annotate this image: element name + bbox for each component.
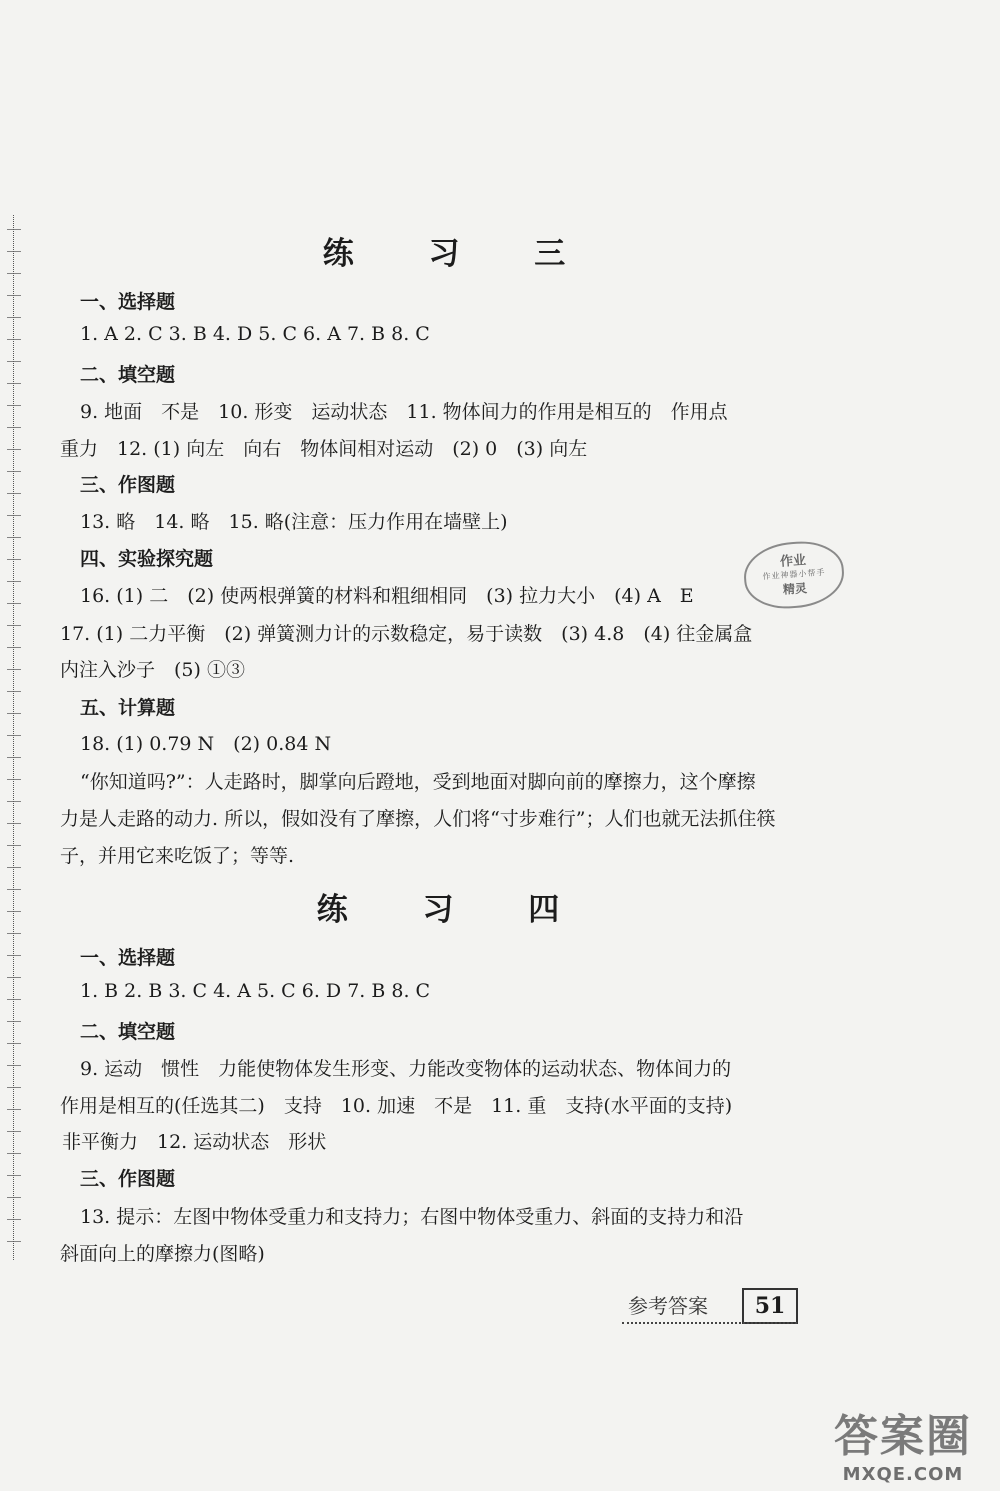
section4-fill-line2: 作用是相互的(任选其二) 支持 10. 加速 不是 11. 重 支持(水平面的支持) <box>60 1095 733 1117</box>
stamp-line3: 精灵 <box>782 581 808 597</box>
footer-label: 参考答案 <box>628 1294 708 1318</box>
section4-heading-fill: 二、填空题 <box>80 1021 176 1043</box>
section4-choice-answers: 1. B 2. B 3. C 4. A 5. C 6. D 7. B 8. C <box>80 980 431 1002</box>
section3-fill-line1: 9. 地面 不是 10. 形变 运动状态 11. 物体间力的作用是相互的 作用点 <box>80 401 728 423</box>
section3-title: 练 习 三 <box>322 236 598 272</box>
stamp-line1: 作业 <box>779 553 807 570</box>
site-watermark <box>808 1400 998 1490</box>
section4-draw-line2: 斜面向上的摩擦力(图略) <box>60 1243 265 1265</box>
section3-choice-answers: 1. A 2. C 3. B 4. D 5. C 6. A 7. B 8. C <box>80 323 430 345</box>
homework-stamp <box>742 539 846 612</box>
section3-exp-line1: 16. (1) 二 (2) 使两根弹簧的材料和粗细相同 (3) 拉力大小 (4) A E <box>80 585 694 607</box>
watermark-logo: 答案圈 <box>834 1411 972 1462</box>
section3-fill-line2: 重力 12. (1) 向左 向右 物体间相对运动 (2) 0 (3) 向左 <box>60 438 588 460</box>
section3-draw-answers: 13. 略 14. 略 15. 略(注意：压力作用在墙壁上) <box>80 511 508 533</box>
section3-heading-fill: 二、填空题 <box>80 364 176 386</box>
stamp-line2: 作业神器小帮手 <box>762 567 826 582</box>
watermark-url: MXQE.COM <box>842 1464 964 1485</box>
section4-heading-draw: 三、作图题 <box>80 1168 176 1190</box>
section3-exp-line2: 17. (1) 二力平衡 (2) 弹簧测力计的示数稳定，易于读数 (3) 4.8 (4) 往金属盒 <box>60 623 753 645</box>
page-number: 51 <box>742 1288 798 1324</box>
section4-title: 练 习 四 <box>316 892 592 928</box>
section3-exp-line3: 内注入沙子 (5) ①③ <box>60 659 245 681</box>
section3-know-line3: 子，并用它来吃饭了；等等. <box>60 845 295 867</box>
section4-fill-line3: 非平衡力 12. 运动状态 形状 <box>62 1131 327 1153</box>
section3-know-line1: “你知道吗?”：人走路时，脚掌向后蹬地，受到地面对脚向前的摩擦力，这个摩擦 <box>80 771 756 793</box>
section4-draw-line1: 13. 提示：左图中物体受重力和支持力；右图中物体受重力、斜面的支持力和沿 <box>80 1206 744 1228</box>
section4-heading-choice: 一、选择题 <box>80 947 176 969</box>
section3-heading-experiment: 四、实验探究题 <box>80 548 214 570</box>
footer-dotted-rule <box>622 1322 797 1324</box>
binding-ticks <box>7 215 21 1260</box>
section3-heading-choice: 一、选择题 <box>80 291 176 313</box>
section4-fill-line1: 9. 运动 惯性 力能使物体发生形变、力能改变物体的运动状态、物体间力的 <box>80 1058 732 1080</box>
section3-heading-calc: 五、计算题 <box>80 697 176 719</box>
section3-calc-answers: 18. (1) 0.79 N (2) 0.84 N <box>80 733 332 755</box>
section3-know-line2: 力是人走路的动力. 所以，假如没有了摩擦，人们将“寸步难行”；人们也就无法抓住筷 <box>60 808 776 830</box>
section3-heading-draw: 三、作图题 <box>80 474 176 496</box>
